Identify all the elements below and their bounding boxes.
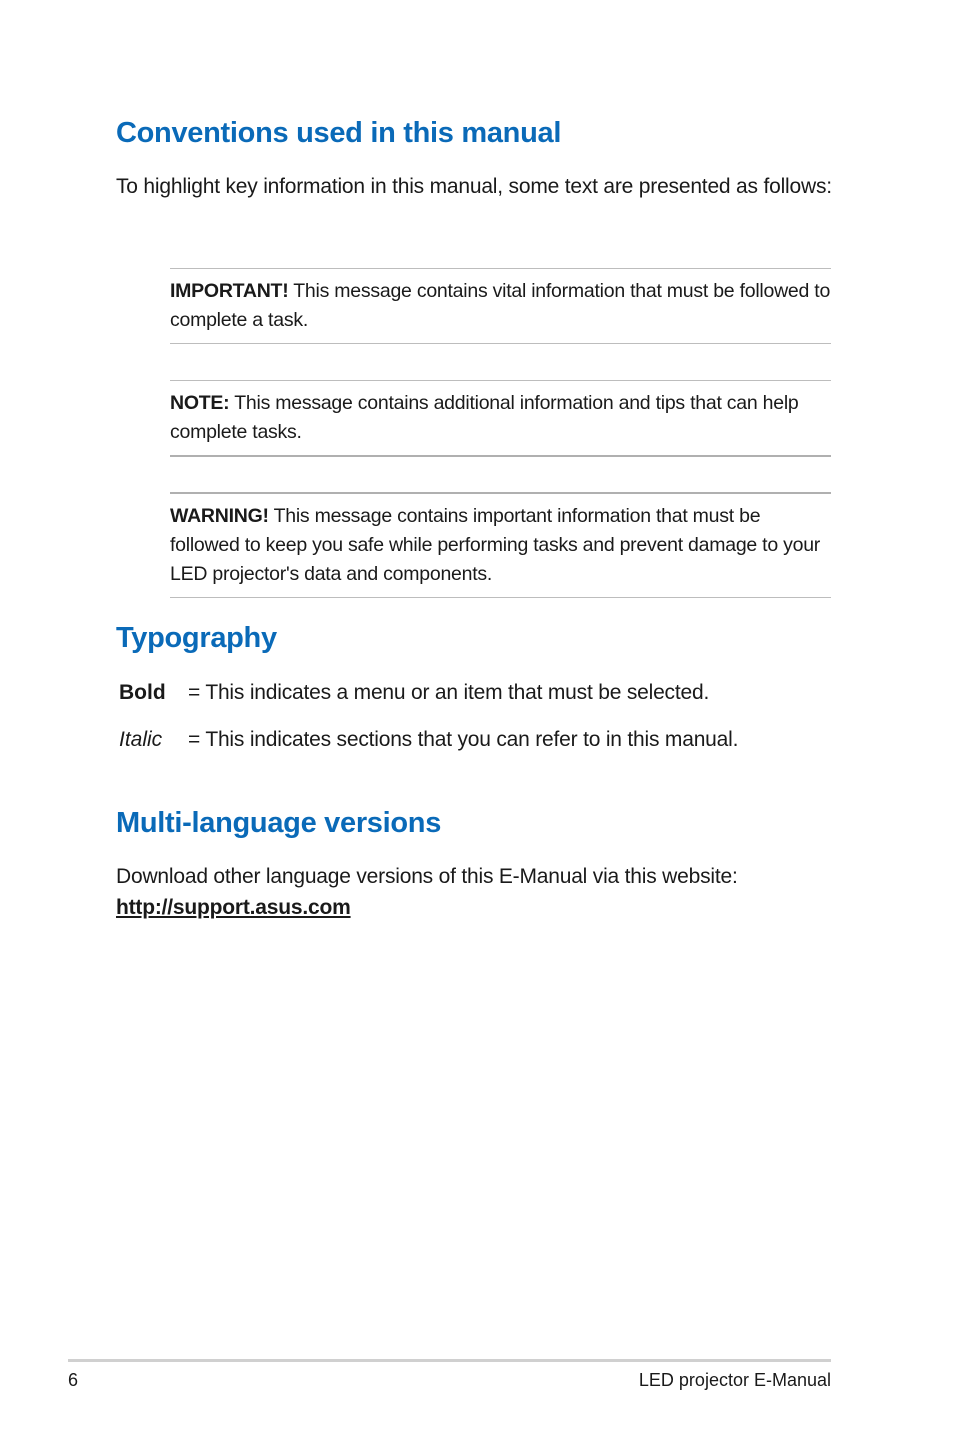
support-website-link[interactable]: http://support.asus.com (116, 896, 351, 919)
note-notice (170, 380, 831, 457)
important-label: IMPORTANT! (170, 280, 289, 302)
important-notice (170, 268, 831, 344)
typography-row-bold (116, 677, 836, 709)
warning-label: WARNING! (170, 505, 269, 527)
footer-divider (68, 1359, 831, 1362)
important-text: This message contains vital information that must be followed to complete a task. (170, 280, 831, 331)
typography-definition-italic: = This indicates sections that you can refer to in this manual. (188, 728, 739, 751)
typography-row-italic (116, 724, 836, 756)
note-text: This message contains additional information and tips that can help complete tasks. (170, 392, 799, 443)
note-label: NOTE: (170, 392, 230, 414)
conventions-intro: To highlight key information in this manual, some text are presented as follows: (116, 175, 832, 198)
typography-definition-bold: = This indicates a menu or an item that must be selected. (188, 681, 710, 704)
conventions-heading: Conventions used in this manual (116, 117, 562, 149)
multilanguage-text (116, 861, 836, 923)
typography-term-bold: Bold (119, 681, 166, 704)
multilanguage-heading: Multi-language versions (116, 807, 442, 839)
footer-title: LED projector E-Manual (638, 1370, 831, 1390)
page-number: 6 (68, 1370, 79, 1390)
warning-text: This message contains important information that must be followed to keep you safe while performing tasks and prevent damage to your LED projector's data and components. (170, 505, 821, 585)
typography-term-italic: Italic (119, 728, 163, 751)
typography-heading: Typography (116, 622, 277, 654)
warning-notice (170, 492, 831, 598)
multilanguage-description: Download other language versions of this E-Manual via this website: (116, 865, 738, 888)
